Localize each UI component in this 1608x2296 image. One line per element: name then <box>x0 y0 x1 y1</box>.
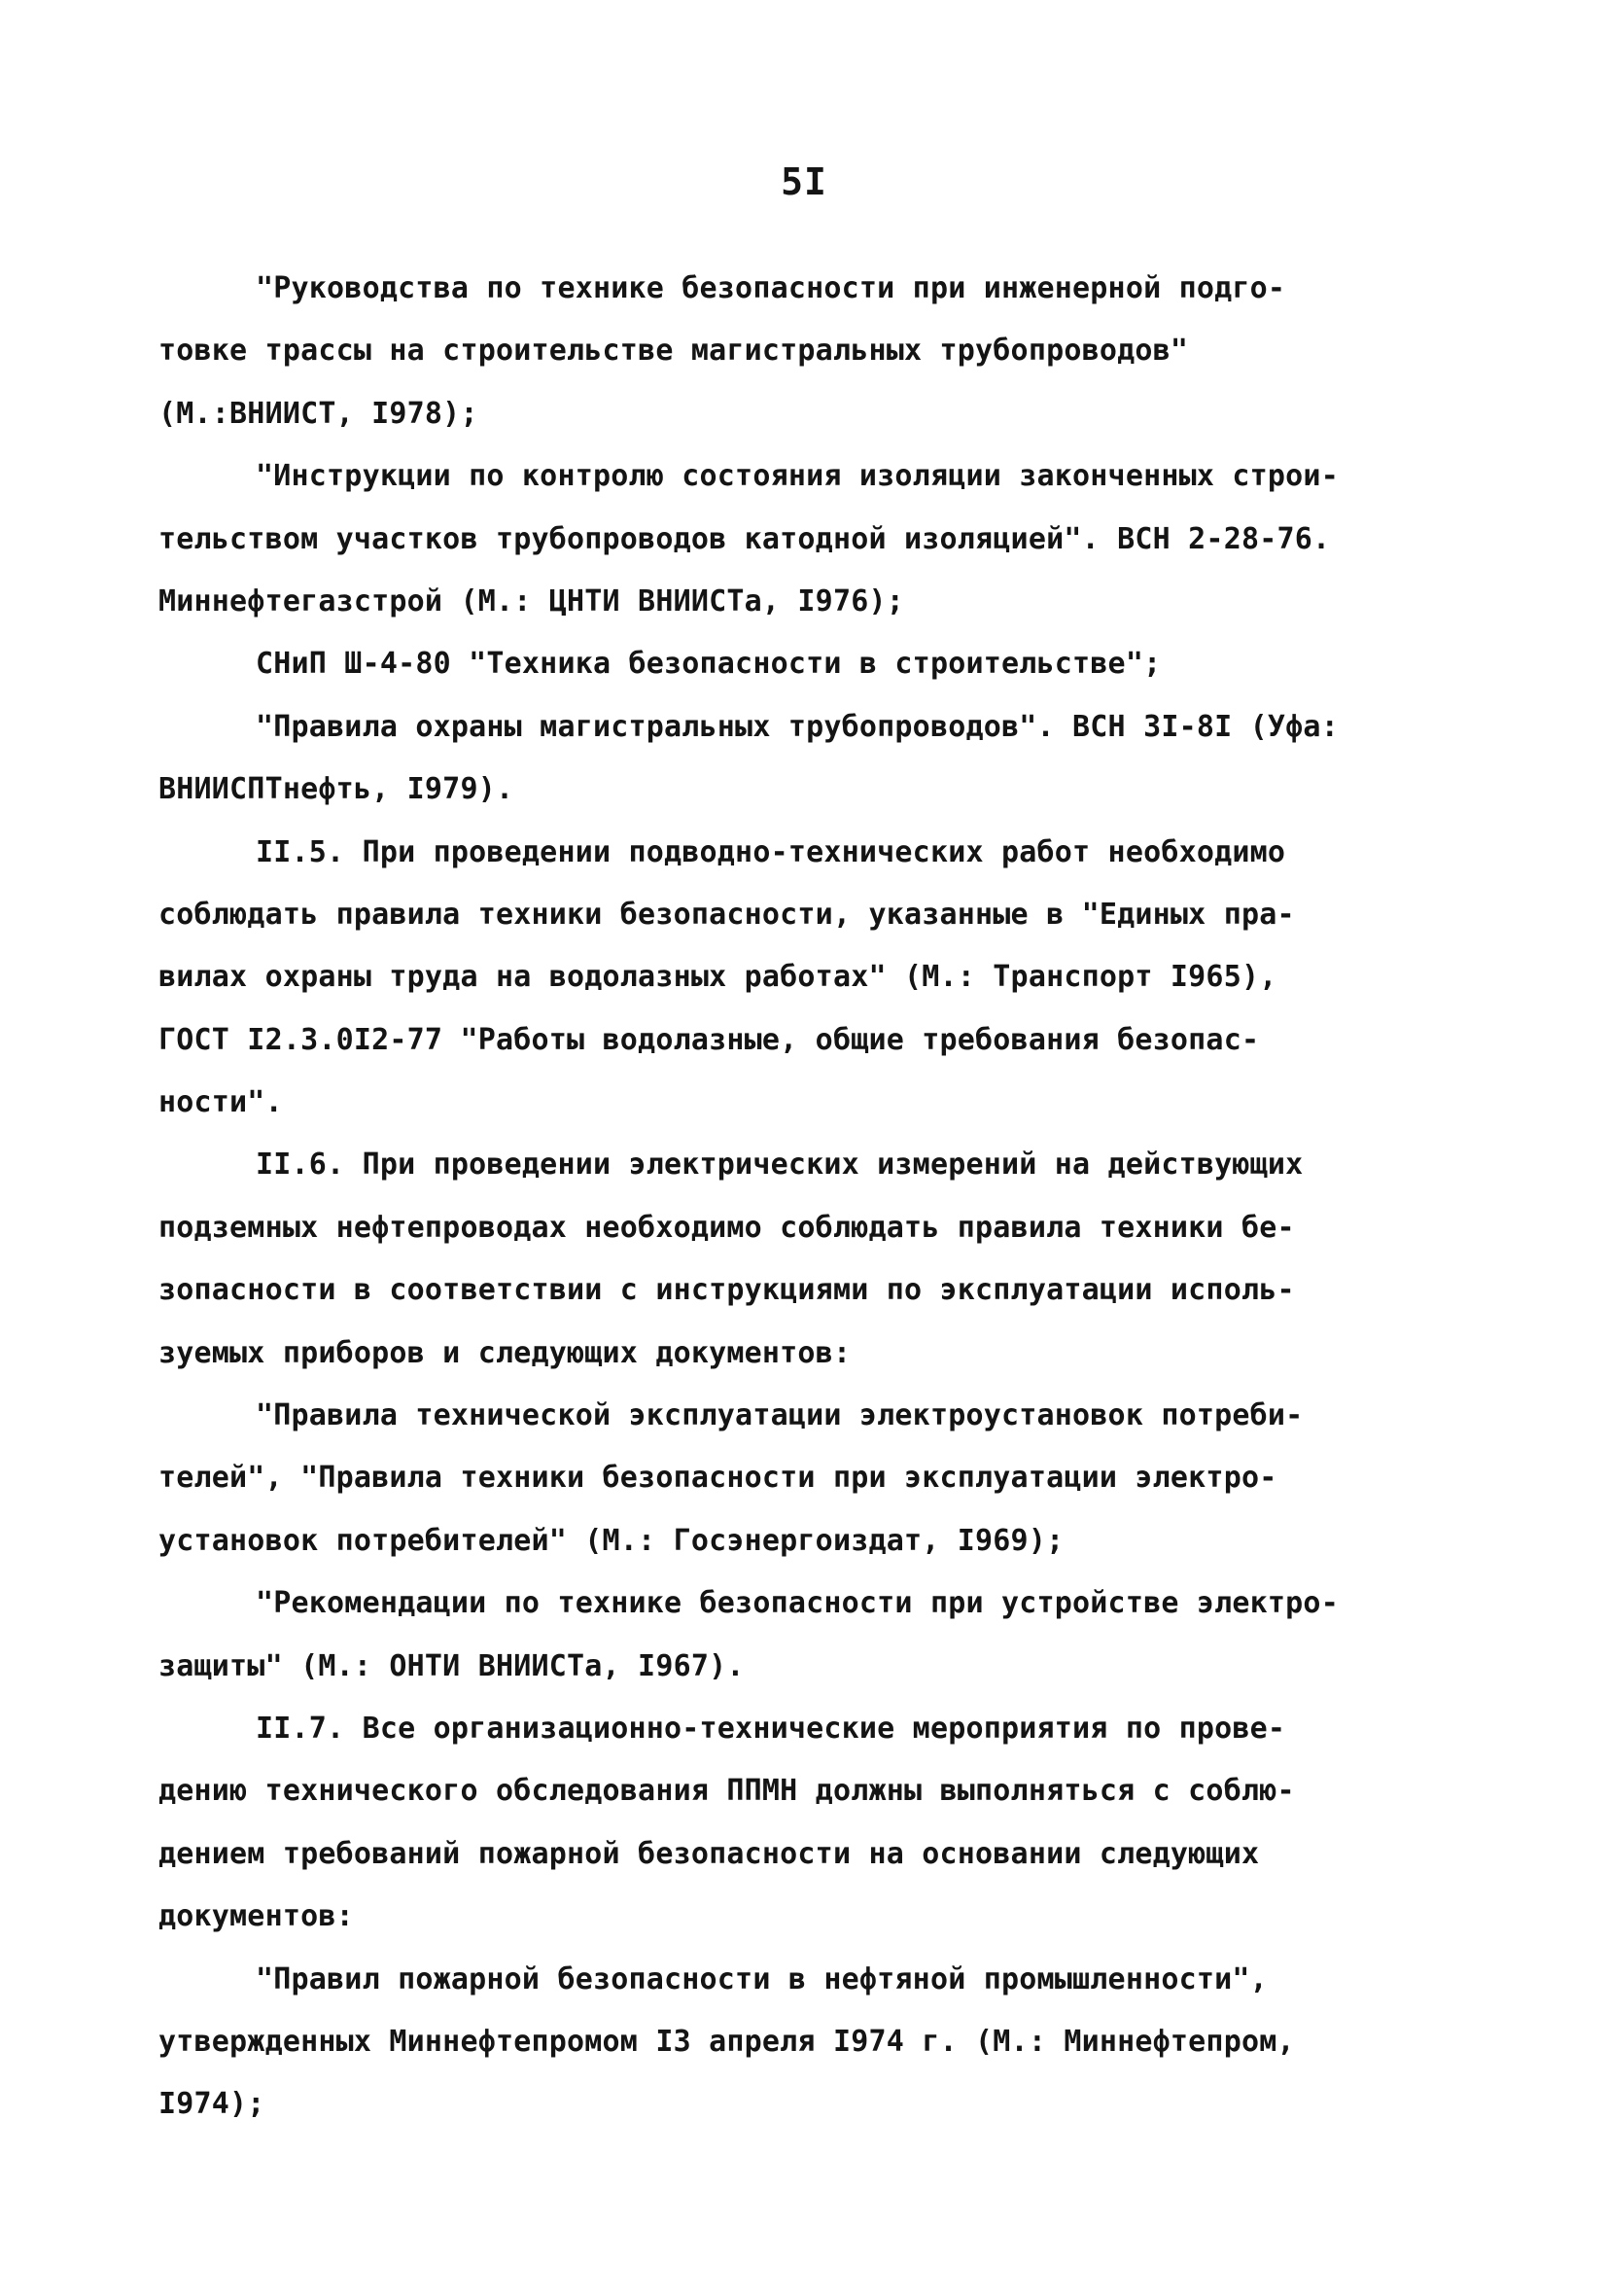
text-line-content: телей", "Правила техники безопасности при эксплуатации электро- <box>158 1461 1277 1496</box>
text-line <box>158 383 1481 445</box>
text-line <box>158 1447 1481 1509</box>
text-line <box>158 1134 1481 1196</box>
text-line-content: соблюдать правила техники безопасности, указанные в "Единых пра- <box>158 897 1295 932</box>
text-line <box>158 1510 1481 1572</box>
text-line <box>158 2073 1481 2136</box>
text-line-content: СНиП Ш-4-80 "Техника безопасности в строительстве"; <box>256 647 1162 682</box>
text-line-content: (М.:ВНИИСТ, I978); <box>158 396 478 431</box>
text-line <box>158 1886 1481 1948</box>
text-line-content: "Правила охраны магистральных трубопроводов". ВСН 3I-8I (Уфа: <box>256 709 1339 744</box>
text-line <box>158 759 1481 821</box>
text-line-content: "Правила технической эксплуатации электроустановок потреби- <box>256 1398 1304 1433</box>
text-line-content: ГОСТ I2.3.0I2-77 "Работы водолазные, общие требования безопас- <box>158 1022 1260 1057</box>
text-line-content: дению технического обследования ППМН должны выполняться с соблю- <box>158 1774 1295 1809</box>
text-line-content: II.6. При проведении электрических измерений на действующих <box>256 1148 1304 1183</box>
text-line <box>158 1949 1481 2011</box>
text-line <box>158 509 1481 571</box>
text-line <box>158 1636 1481 1698</box>
text-line <box>158 1760 1481 1822</box>
text-line-content: "Правил пожарной безопасности в нефтяной промышленности", <box>256 1961 1268 1996</box>
text-line <box>158 1197 1481 1259</box>
text-line <box>158 445 1481 508</box>
text-line-content: "Руководства по технике безопасности при инженерной подго- <box>256 271 1286 305</box>
text-line <box>158 633 1481 695</box>
text-line-content: "Инструкции по контролю состояния изоляции законченных строи- <box>256 459 1339 494</box>
text-line-content: ВНИИСПТнефть, I979). <box>158 772 514 807</box>
text-line-content: товке трассы на строительстве магистральных трубопроводов" <box>158 334 1189 369</box>
text-line-content: подземных нефтепроводах необходимо соблюдать правила техники бе- <box>158 1210 1295 1245</box>
text-line <box>158 1698 1481 1760</box>
text-line <box>158 822 1481 884</box>
text-line-content: "Рекомендации по технике безопасности при устройстве электро- <box>256 1586 1339 1621</box>
text-line-content: I974); <box>158 2087 265 2122</box>
text-line <box>158 1009 1481 1072</box>
text-line-content: зопасности в соответствии с инструкциями по эксплуатации исполь- <box>158 1273 1295 1308</box>
text-line <box>158 884 1481 946</box>
text-line-content: защиты" (М.: ОНТИ ВНИИСТа, I967). <box>158 1648 745 1683</box>
text-line <box>158 946 1481 1008</box>
text-line <box>158 1072 1481 1134</box>
text-line-content: тельством участков трубопроводов катодной изоляцией". ВСН 2-28-76. <box>158 521 1331 556</box>
text-line-content: утвержденных Миннефтепромом I3 апреля I974 г. (М.: Миннефтепром, <box>158 2024 1295 2059</box>
text-line-content: Миннефтегазстрой (М.: ЦНТИ ВНИИСТа, I976); <box>158 583 904 618</box>
text-line <box>158 1385 1481 1447</box>
text-line-content: ности". <box>158 1085 283 1120</box>
page-number: 5I <box>781 160 827 203</box>
text-line-content: II.5. При проведении подводно-технических работ необходимо <box>256 834 1286 869</box>
text-line <box>158 1259 1481 1322</box>
text-line-content: дением требований пожарной безопасности на основании следующих <box>158 1836 1260 1871</box>
text-line <box>158 1572 1481 1635</box>
text-line-content: документов: <box>158 1899 354 1934</box>
text-line <box>158 1823 1481 1886</box>
text-line <box>158 258 1481 320</box>
text-line <box>158 696 1481 759</box>
text-line-content: II.7. Все организационно-технические мероприятия по прове- <box>256 1711 1286 1746</box>
text-line-content: зуемых приборов и следующих документов: <box>158 1335 852 1370</box>
text-line <box>158 320 1481 382</box>
text-line <box>158 2011 1481 2073</box>
text-line-content: установок потребителей" (М.: Госэнергоиздат, I969); <box>158 1523 1065 1558</box>
text-line <box>158 571 1481 633</box>
text-line-content: вилах охраны труда на водолазных работах" (М.: Транспорт I965), <box>158 960 1277 995</box>
text-line <box>158 1323 1481 1385</box>
body-text <box>158 258 1481 2137</box>
